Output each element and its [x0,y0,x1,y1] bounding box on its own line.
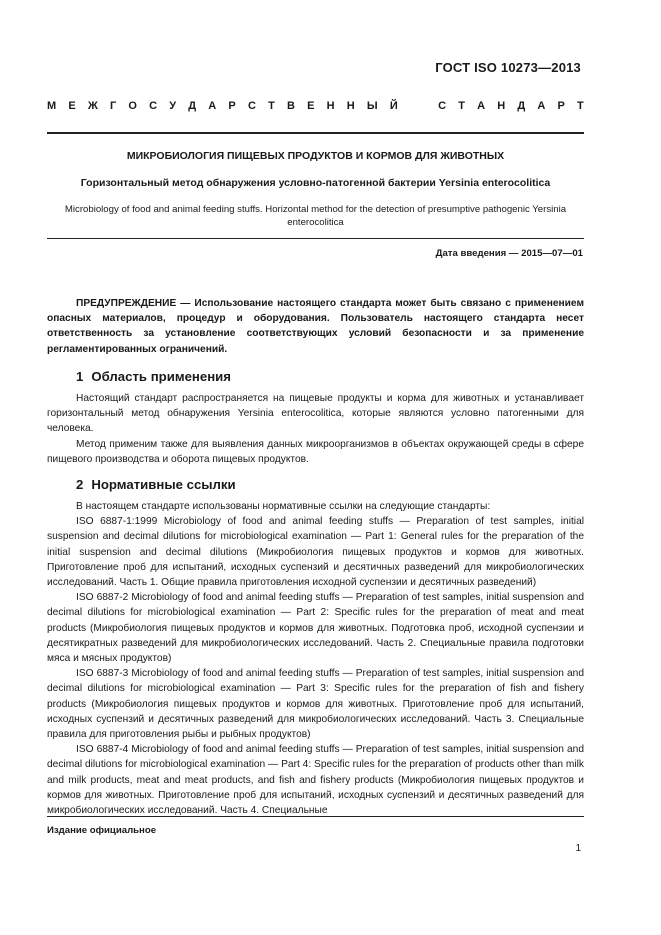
heading-letter: О [128,100,137,112]
heading-letter: Й [389,100,398,112]
warning-paragraph [47,296,584,357]
introduction-date: Дата введения — 2015—07—01 [435,248,583,259]
section-2-paragraph: В настоящем стандарте использованы нормативные ссылки на следующие стандарты: [76,501,491,512]
interstate-standard-heading [47,100,584,112]
heading-letter: А [208,100,217,112]
heading-letter: Н [346,100,355,112]
footer-divider [47,816,584,817]
heading-letter: У [169,100,177,112]
warning-text: ПРЕДУПРЕЖДЕНИЕ — Использование настоящего стандарта может быть связано с применением опасных материалов, процедур и оборудования. Пользователь настоящего стандарта несет ответственность за установление соответствующих условий безопасности и за применение регламентированных ограничений. [47,298,584,355]
heading-letter: А [537,100,546,112]
heading-letter: Н [497,100,506,112]
title-divider [47,238,584,239]
heading-letter: С [247,100,256,112]
heading-letter: Т [268,100,275,112]
reference-iso-6887-3: ISO 6887-3 Microbiology of food and animal feeding stuffs — Preparation of test samples, initial suspension and decimal dilutions for microbiological examination — Part 3: Specific rules for the preparation of fish and fishery products (Микробиология пищевых продуктов и кормов для животных. Приготовление проб для испытаний, исходных суспензий и десятичных разведений для микробиологических исследований. Часть 3. Специальные правила для приготовления рыбы и рыбных продуктов) [47,668,584,741]
heading-letter: Н [326,100,335,112]
heading-letter: Г [109,100,117,112]
section-1-body [47,391,584,467]
heading-letter: М [47,100,57,112]
section-1-title: Область применения [91,369,231,384]
standard-number: ГОСТ ISO 10273—2013 [435,60,581,75]
heading-letter: Ы [366,100,378,112]
section-1-heading [76,369,231,384]
heading-letter: Е [68,100,76,112]
section-2-number: 2 [76,477,84,492]
reference-iso-6887-2: ISO 6887-2 Microbiology of food and animal feeding stuffs — Preparation of test samples, initial suspension and decimal dilutions for microbiological examination — Part 2: Specific rules for the preparation of meat and meat products (Микробиология пищевых продуктов и кормов для животных. Подготовка проб, исходной суспензии и десятикратных разведений для микробиологических исследований. Часть 2. Специальные правила подготовки мяса и мясных продуктов) [47,592,584,665]
reference-iso-6887-4: ISO 6887-4 Microbiology of food and animal feeding stuffs — Preparation of test samples, initial suspension and decimal dilutions for microbiological examination — Part 4: Specific rules for the preparation of products other than milk and milk products, meat and meat products, and fish and fishery products (Микробиология пищевых продуктов и кормов для животных. Приготовление проб для испытаний, исходных суспензий и десятичных разведений для микробиологических исследований. Часть 4. Специальные [47,744,584,817]
reference-iso-6887-1: ISO 6887-1:1999 Microbiology of food and animal feeding stuffs — Preparation of test samples, initial suspension and decimal dilutions for microbiological examination — Part 1: General rules for the preparation of the initial suspension and decimal dilutions (Микробиология пищевых продуктов и кормов для животных. Приготовление проб для испытаний, исходных суспензий и десятичных разведений для микробиологических исследований. Часть 1. Общие правила приготовления исходной суспензии и десятичных разведений) [47,516,584,589]
subtitle: Горизонтальный метод обнаружения условно-патогенной бактерии Yersinia enterocolitica [80,177,551,189]
heading-letter: Т [577,100,584,112]
header-divider [47,132,584,134]
section-1-number: 1 [76,369,84,384]
english-title: Microbiology of food and animal feeding stuffs. Horizontal method for the detection of presumptive pathogenic Yersinia enterocolitica [64,204,567,228]
heading-letter: Р [557,100,565,112]
section-1-paragraph: Настоящий стандарт распространяется на пищевые продукты и корма для животных и устанавливает горизонтальный метод обнаружения Yersinia enterocolitica, которые являются условно патогенными для человека. [47,393,584,435]
section-2-body [47,499,584,818]
edition-note: Издание официальное [47,825,157,836]
heading-letter: Д [188,100,197,112]
heading-letter: С [149,100,158,112]
section-2-heading [76,477,236,492]
heading-letter: В [286,100,295,112]
word-gap [410,100,426,112]
heading-letter: Д [517,100,526,112]
page-number: 1 [575,843,581,854]
main-title: МИКРОБИОЛОГИЯ ПИЩЕВЫХ ПРОДУКТОВ И КОРМОВ ДЛЯ ЖИВОТНЫХ [126,150,505,162]
section-2-title: Нормативные ссылки [91,477,236,492]
heading-letter: Р [228,100,236,112]
heading-letter: Т [458,100,465,112]
heading-letter: С [438,100,447,112]
heading-letter: А [477,100,486,112]
section-1-paragraph: Метод применим также для выявления данных микроорганизмов в объектах окружающей среды в сфере пищевого производства и оборота пищевых продуктов. [47,438,584,465]
heading-letter: Е [307,100,315,112]
heading-letter: Ж [87,100,98,112]
